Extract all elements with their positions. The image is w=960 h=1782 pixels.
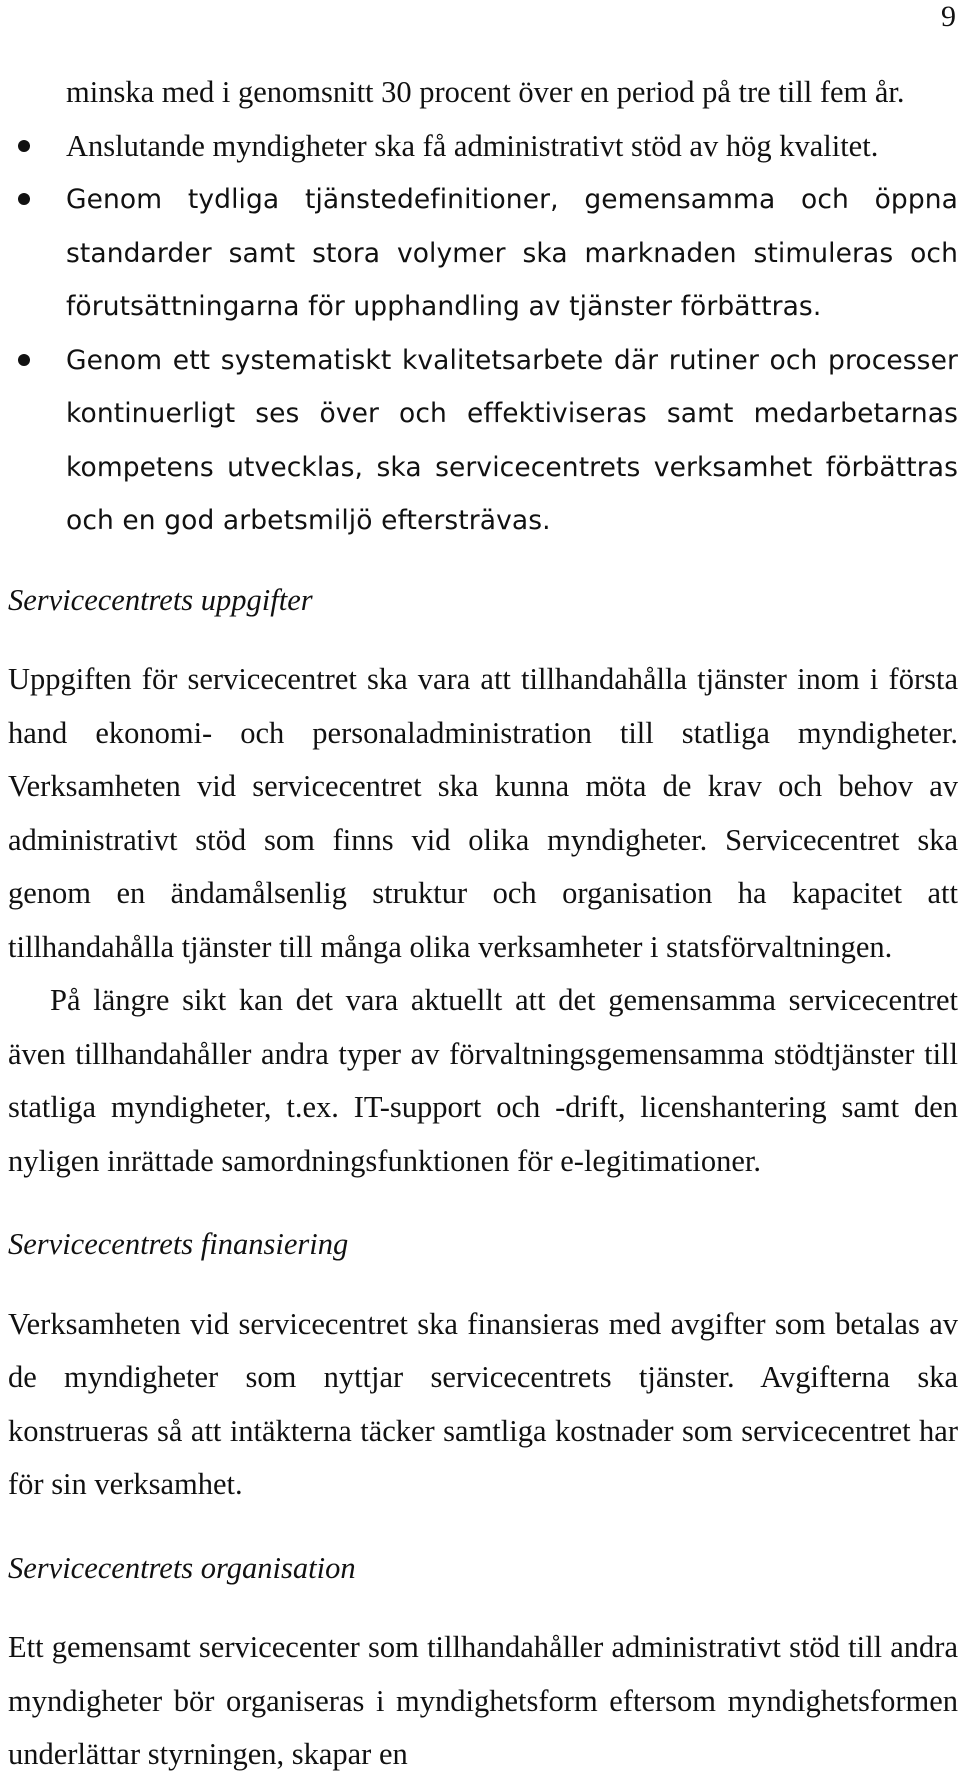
paragraph: Ett gemensamt servicecenter som tillhandahåller administrativt stöd till andra myndigheter bör organiseras i myndighetsform eftersom myndighetsformen underlättar styrningen, skapar en	[8, 1630, 958, 1771]
bullet-dot-icon	[18, 354, 30, 366]
paragraph: Uppgiften för servicecentret ska vara att tillhandahålla tjänster inom i första hand ekonomi- och personaladministration till statliga myndigheter. Verksamheten vid servicecentret ska kunna möta de krav och behov av administrativt stöd som finns vid olika myndigheter. Servicecentret ska genom en ändamålsenlig struktur och organisation ha kapacitet att tillhandahålla tjänster till många olika verksamheter i statsförvaltningen.	[8, 662, 958, 964]
bullet-continuation	[8, 66, 958, 120]
section-heading-finansiering: Servicecentrets finansiering	[8, 1227, 349, 1261]
page-content	[8, 66, 958, 1782]
page-number: 9	[941, 0, 956, 33]
paragraph: Verksamheten vid servicecentret ska finansieras med avgifter som betalas av de myndigheter som nyttjar servicecentrets tjänster. Avgifterna ska konstrueras så att intäkterna täcker samtliga kostnader som servicecentret har för sin verksamhet.	[8, 1306, 958, 1501]
bullet-item	[8, 173, 958, 334]
bullet-text: Anslutande myndigheter ska få administrativt stöd av hög kvalitet.	[66, 128, 879, 163]
bullet-dot-icon	[18, 193, 30, 205]
bullet-item	[8, 334, 958, 548]
bullet-text: Genom ett systematiskt kvalitetsarbete där rutiner och processer kontinuerligt ses över och effektiviseras samt medarbetarnas kompetens utvecklas, ska servicecentrets verksamhet förbättras och en god arbetsmiljö eftersträvas.	[66, 344, 958, 536]
section-heading-organisation: Servicecentrets organisation	[8, 1550, 356, 1585]
paragraph: På längre sikt kan det vara aktuellt att det gemensamma servicecentret även tillhandahåller andra typer av förvaltningsgemensamma stödtjänster till statliga myndigheter, t.ex. IT-support och -drift, licenshantering samt den nyligen inrättade samordningsfunktionen för e-legitimationer.	[8, 983, 958, 1178]
bullet-dot-icon	[18, 140, 30, 152]
goal-bullet-list	[8, 66, 958, 548]
bullet-text: minska med i genomsnitt 30 procent över en period på tre till fem år.	[66, 75, 905, 109]
bullet-item	[8, 120, 958, 174]
section-heading-uppgifter: Servicecentrets uppgifter	[8, 582, 313, 617]
bullet-text: Genom tydliga tjänstedefinitioner, gemensamma och öppna standarder samt stora volymer ska marknaden stimuleras och förutsättningarna för upphandling av tjänster förbättras.	[66, 184, 958, 322]
